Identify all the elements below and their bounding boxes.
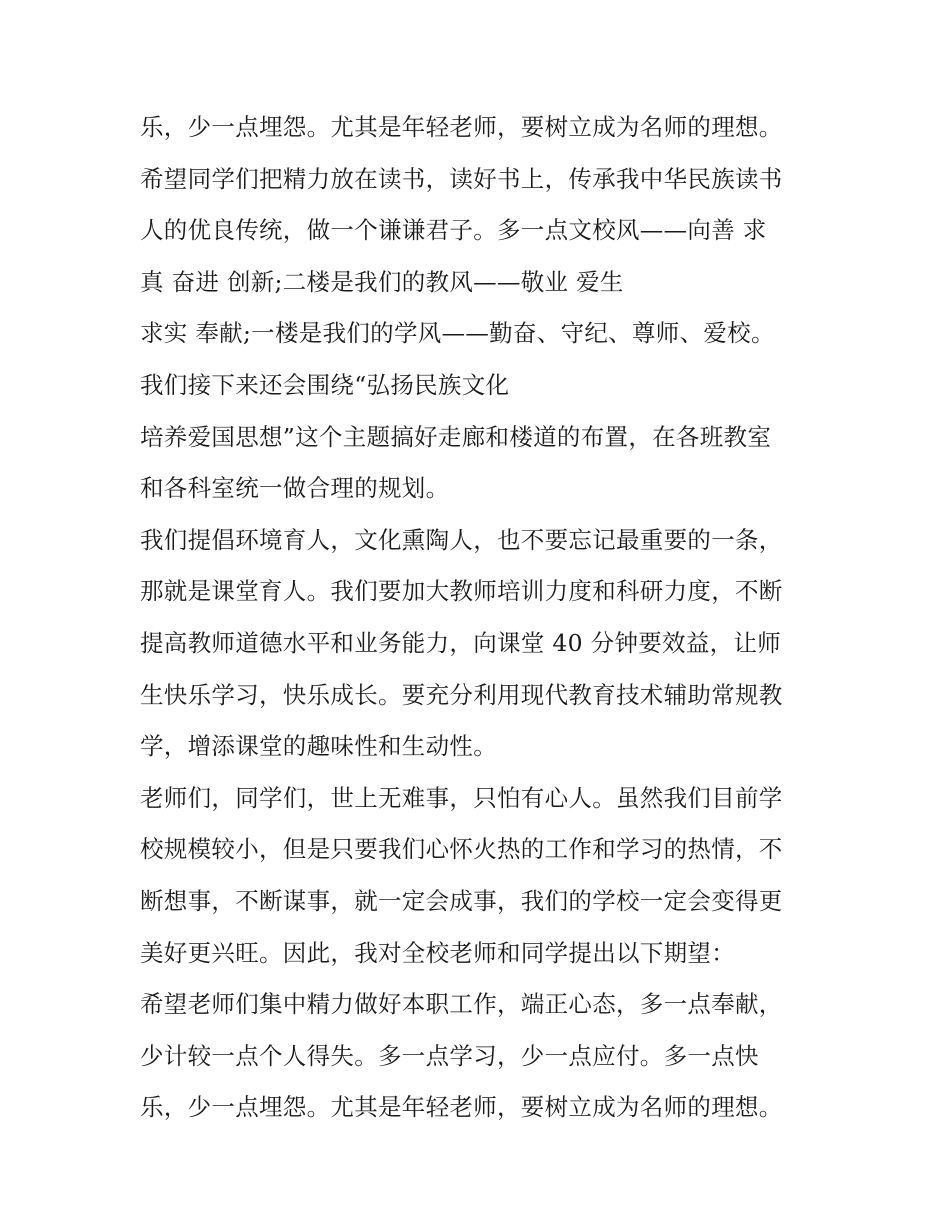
text-line: 人的优良传统，做一个谦谦君子。多一点文校风——向善 求 — [140, 216, 767, 245]
text-line: 学，增添课堂的趣味性和生动性。 — [140, 732, 497, 761]
text-line: 老师们，同学们，世上无难事，只怕有心人。虽然我们目前学 — [140, 783, 783, 812]
text-line: 希望同学们把精力放在读书，读好书上，传承我中华民族读书 — [140, 164, 783, 193]
text-line: 真 奋进 创新;二楼是我们的教风——敬业 爱生 — [140, 267, 624, 296]
document-body — [140, 102, 820, 1134]
text-line: 求实 奉献;一楼是我们的学风——勤奋、守纪、尊师、爱校。 — [140, 319, 775, 348]
text-line: 乐，少一点埋怨。尤其是年轻老师，要树立成为名师的理想。 — [140, 1093, 783, 1122]
text-line: 生快乐学习，快乐成长。要充分利用现代教育技术辅助常规教 — [140, 680, 783, 709]
text-line: 和各科室统一做合理的规划。 — [140, 474, 450, 503]
text-line: 少计较一点个人得失。多一点学习，少一点应付。多一点快 — [140, 1041, 759, 1070]
text-line: 我们提倡环境育人，文化熏陶人，也不要忘记最重要的一条， — [140, 525, 783, 554]
text-line: 我们接下来还会围绕“弘扬民族文化 — [140, 370, 510, 399]
text-line: 培养爱国思想”这个主题搞好走廊和楼道的布置，在各班教室 — [140, 422, 772, 451]
text-line: 美好更兴旺。因此，我对全校老师和同学提出以下期望： — [140, 938, 735, 967]
text-line: 校规模较小，但是只要我们心怀火热的工作和学习的热情，不 — [140, 835, 783, 864]
text-line: 那就是课堂育人。我们要加大教师培训力度和科研力度，不断 — [140, 577, 783, 606]
text-line: 断想事，不断谋事，就一定会成事，我们的学校一定会变得更 — [140, 886, 783, 915]
text-line: 乐，少一点埋怨。尤其是年轻老师，要树立成为名师的理想。 — [140, 113, 783, 141]
text-line: 提高教师道德水平和业务能力，向课堂 40 分钟要效益，让师 — [140, 628, 782, 657]
text-line: 希望老师们集中精力做好本职工作，端正心态，多一点奉献， — [140, 990, 783, 1019]
